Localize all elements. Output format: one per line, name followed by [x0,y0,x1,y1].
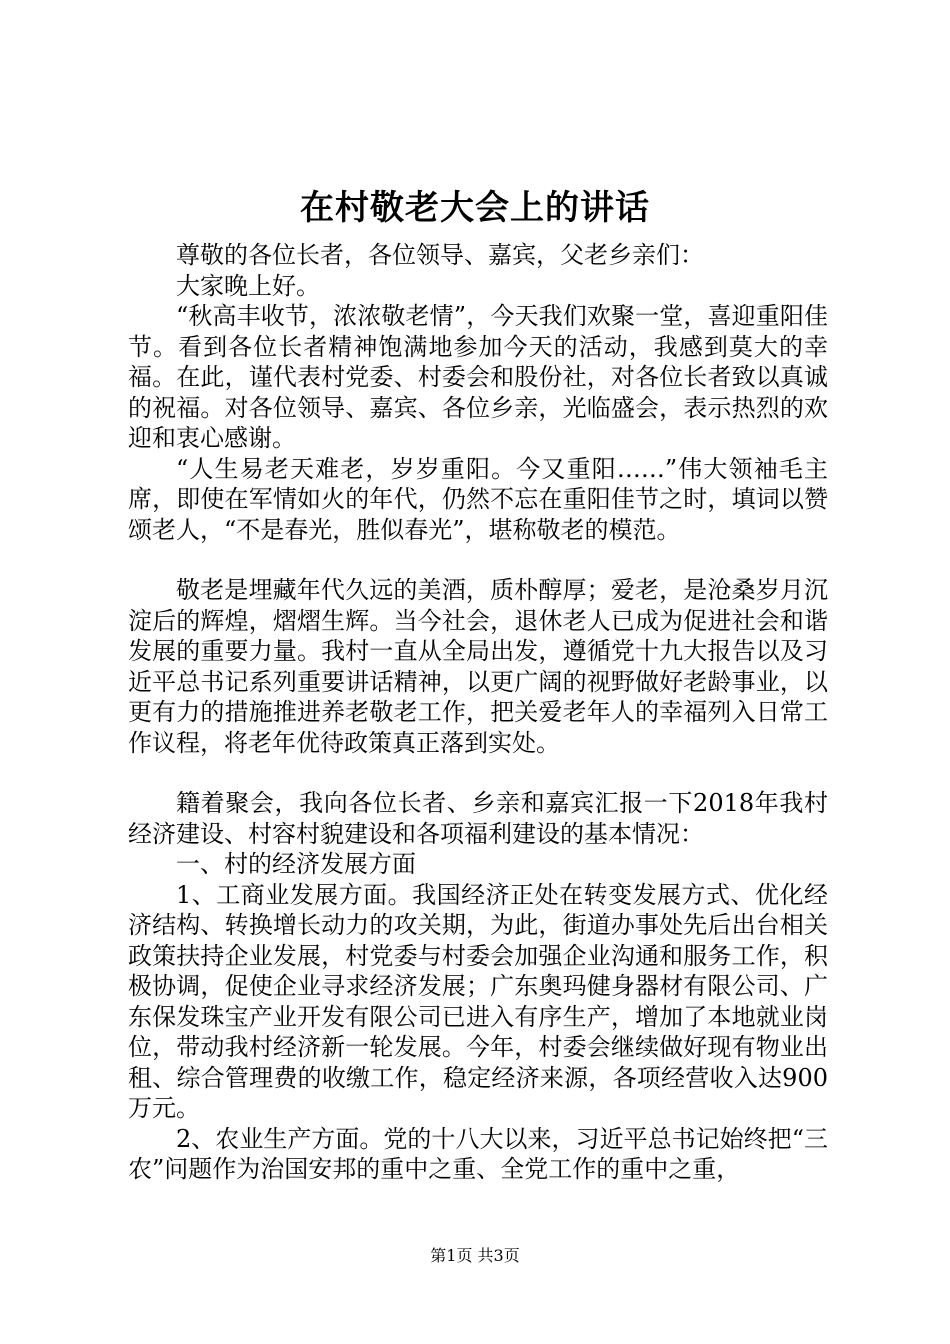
paragraph-quote: “人生易老天难老，岁岁重阳。今又重阳……”伟大领袖毛主席，即使在军情如火的年代，仍然不忘在重阳佳节之时，填词以赞颂老人，“不是春光，胜似春光”，堪称敬老的模范。 [128,454,828,544]
paragraph-opening: “秋高丰收节，浓浓敬老情”，今天我们欢聚一堂，喜迎重阳佳节。看到各位长者精神饱满地参加今天的活动，我感到莫大的幸福。在此，谨代表村党委、村委会和股份社，对各位长者致以真诚的祝福。对各位领导、嘉宾、各位乡亲，光临盛会，表示热烈的欢迎和衷心感谢。 [128,302,828,452]
document-title: 在村敬老大会上的讲话 [300,188,650,228]
page-indicator: 第1页 共3页 [430,1246,520,1265]
paragraph-report-intro: 籍着聚会，我向各位长者、乡亲和嘉宾汇报一下2018年我村经济建设、村容村貌建设和各项福利建设的基本情况： [128,789,828,848]
greeting: 大家晚上好。 [176,271,320,300]
paragraph-agriculture: 2、农业生产方面。党的十八大以来，习近平总书记始终把“三农”问题作为治国安邦的重中之重、全党工作的重中之重， [128,1124,828,1183]
salutation: 尊敬的各位长者，各位领导、嘉宾，父老乡亲们： [176,241,704,269]
section-heading-economy: 一、村的经济发展方面 [176,850,416,878]
document-body [128,240,828,1185]
paragraph-respect-elders: 敬老是埋藏年代久远的美酒，质朴醇厚；爱老，是沧桑岁月沉淀后的辉煌，熠熠生辉。当今社会，退休老人已成为促进社会和谐发展的重要力量。我村一直从全局出发，遵循党十九大报告以及习近平总书记系列重要讲话精神，以更广阔的视野做好老龄事业，以更有力的措施推进养老敬老工作，把关爱老年人的幸福列入日常工作议程，将老年优待政策真正落到实处。 [128,576,828,757]
paragraph-industry: 1、工商业发展方面。我国经济正处在转变发展方式、优化经济结构、转换增长动力的攻关期，为此，街道办事处先后出台相关政策扶持企业发展，村党委与村委会加强企业沟通和服务工作，积极协调，促使企业寻求经济发展；广东奥玛健身器材有限公司、广东保发珠宝产业开发有限公司已进入有序生产，增加了本地就业岗位，带动我村经济新一轮发展。今年，村委会继续做好现有物业出租、综合管理费的收缴工作，稳定经济来源，各项经营收入达900万元。 [128,880,828,1122]
